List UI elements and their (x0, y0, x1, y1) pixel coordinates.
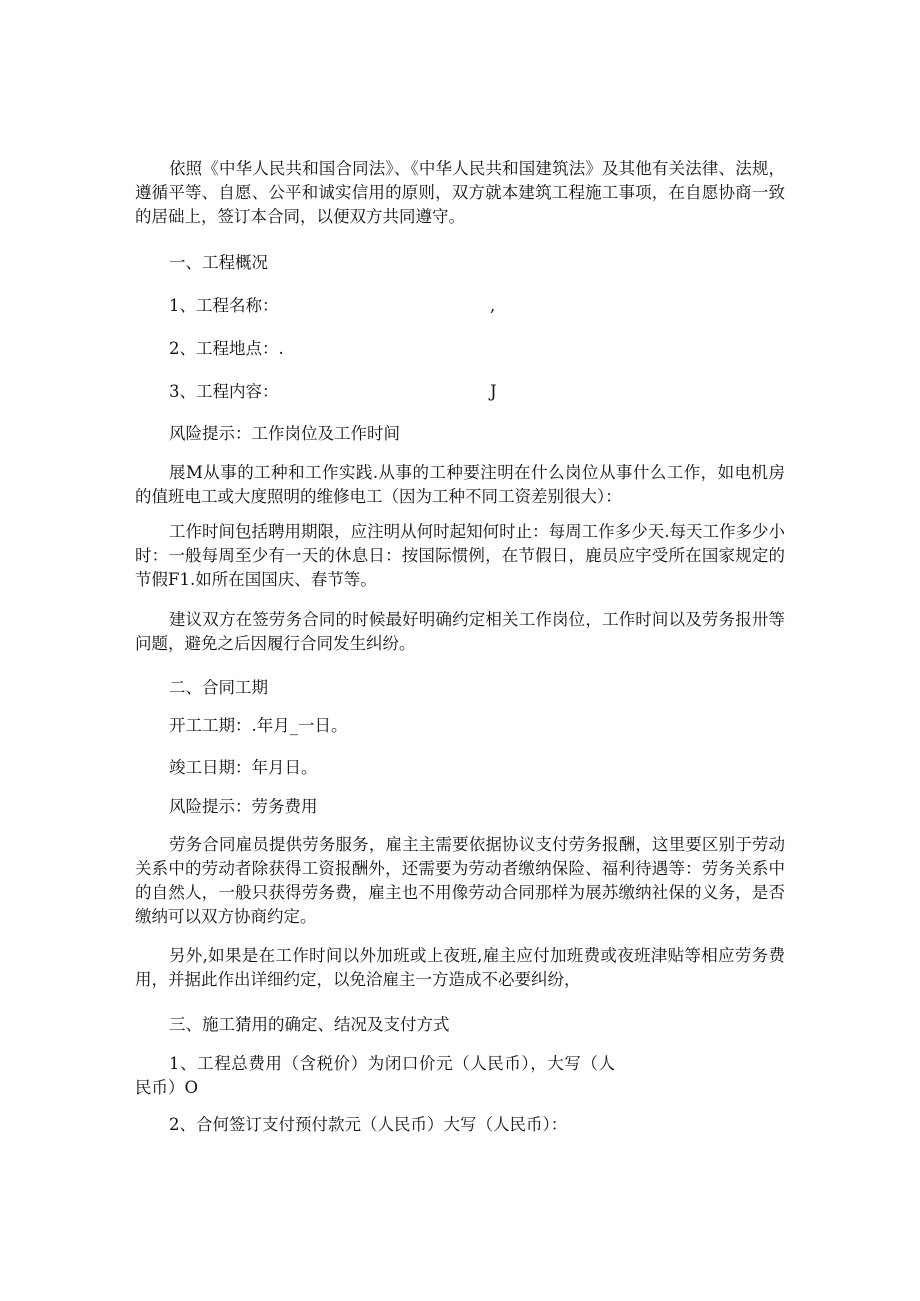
project-content-mark: J (490, 382, 497, 401)
risk1-paragraph-3: 建议双方在签劳务合同的时候最好明确约定相关工作岗位，工作时间以及劳务报卅等问题，避免之后因履行合同发生纠纷。 (135, 610, 785, 653)
risk2-title: 风险提示：劳务费用 (169, 797, 318, 816)
risk1-paragraph-1: 展M从事的工种和工作实践.从事的工种要注明在什么岗位从事什么工作，如电机房的值班电工或大度照明的维修电工（因为工种不同工资差别很大）： (135, 463, 785, 506)
risk1-paragraph-2: 工作时间包括聘用期限，应注明从何时起知何时止：每周工作多少天.每天工作多少小时：一般每周至少有一天的休息日：按国际惯例，在节假日，鹿员应宇受所在国家规定的节假F1.如所在国国庆、春节等。 (135, 522, 785, 589)
fee-item-2: 2、合何签订支付预付款元（人民币）大写（人民币）： (169, 1115, 568, 1134)
risk1-title: 风险提示：工作岗位及工作时间 (169, 424, 400, 443)
start-date: 开工工期：.年月_一日。 (169, 716, 348, 735)
risk2-paragraph-1: 劳务合同雇员提供劳务服务，雇主主需要依据协议支付劳务报酬，这里要区别于劳动关系中的劳动者除获得工资报酬外，还需要为劳动者缴纳保险、福利待遇等：劳务关系中的自然人，一般只获得劳务费，雇主也不用像劳动合同那样为展苏缴纳社保的义务，是否缴纳可以双方协商约定。 (135, 835, 785, 926)
project-location-label: 2、工程地点：. (169, 339, 284, 358)
end-date: 竣工日期：年月日。 (169, 758, 318, 777)
risk2-paragraph-2: 另外,如果是在工作时间以外加班或上夜班,雇主应付加班费或夜班津贴等相应劳务费用，并据此作出详细约定，以免洽雇主一方造成不必要纠纷， (135, 946, 785, 989)
section2-heading: 二、合同工期 (169, 678, 268, 697)
intro-paragraph: 依照《中华人民共和国合同法》、《中华人民共和国建筑法》及其他有关法律、法规，遵循平等、自愿、公平和诚实信用的原则，双方就本建筑工程施工事项，在自愿协商一致的居础上，签订本合同，以便双方共同遵守。 (135, 159, 785, 226)
section3-heading: 三、施工猜用的确定、结况及支付方式 (169, 1015, 450, 1034)
section1-heading: 一、工程概况 (169, 253, 268, 272)
project-content-label: 3、工程内容： (169, 382, 279, 401)
fee-item-1: 1、工程总费用（含税价）为闭口价元（人民币），大写（人民币）O (135, 1054, 615, 1097)
project-name-mark: , (490, 296, 496, 315)
project-name-label: 1、工程名称： (169, 296, 279, 315)
